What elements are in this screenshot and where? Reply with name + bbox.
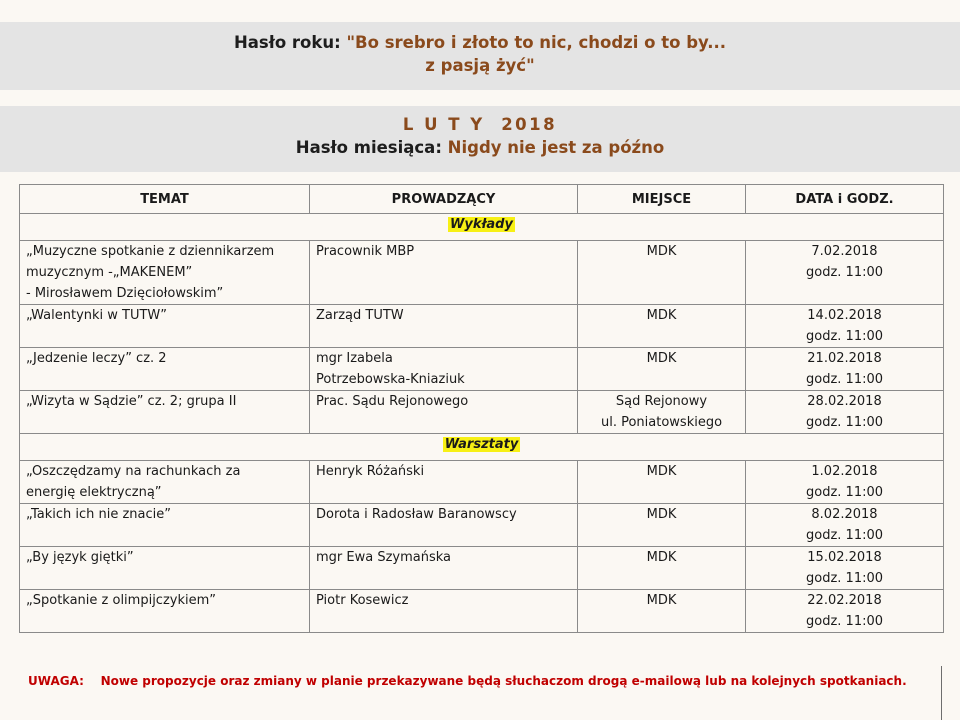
- leader-line: Zarząd TUTW: [316, 308, 404, 323]
- table-body: [20, 214, 944, 633]
- leader-line: Dorota i Radosław Baranowscy: [316, 507, 517, 522]
- section-title-cell: [20, 214, 944, 241]
- month-banner: [0, 106, 960, 172]
- topic-cell: [20, 241, 310, 305]
- time-value: 11:00: [845, 372, 884, 387]
- time-line: [752, 262, 937, 283]
- time-label: godz.: [805, 528, 842, 543]
- date-value: 22.02.2018: [807, 593, 882, 608]
- place-line: MDK: [646, 550, 677, 565]
- topic-cell: [20, 590, 310, 633]
- topic-cell: [20, 305, 310, 348]
- table-row: [20, 391, 944, 434]
- place-cell: [578, 547, 746, 590]
- leader-line: Henryk Różański: [316, 464, 425, 479]
- time-line: [752, 482, 937, 503]
- topic-line: „Takich ich nie znacie”: [26, 507, 171, 522]
- time-label: godz.: [805, 265, 842, 280]
- place-cell: [578, 348, 746, 391]
- topic-line: „Wizyta w Sądzie” cz. 2; grupa II: [26, 394, 237, 409]
- place-cell: [578, 241, 746, 305]
- date-value: 1.02.2018: [811, 464, 878, 479]
- leader-cell: [310, 590, 578, 633]
- time-label: godz.: [805, 372, 842, 387]
- place-line: MDK: [646, 464, 677, 479]
- header-topic: TEMAT: [20, 185, 310, 214]
- place-cell: [578, 305, 746, 348]
- notice: [28, 674, 907, 688]
- leader-cell: [310, 348, 578, 391]
- year-motto-line1: "Bo srebro i złoto to nic, chodzi o to by...: [346, 33, 727, 52]
- notice-label: UWAGA:: [28, 674, 84, 688]
- time-value: 11:00: [845, 415, 884, 430]
- table-row: [20, 461, 944, 504]
- table-row: [20, 305, 944, 348]
- place-line: MDK: [646, 308, 677, 323]
- topic-cell: [20, 348, 310, 391]
- leader-line: mgr Izabela: [316, 351, 393, 366]
- date-cell: [746, 241, 944, 305]
- place-cell: [578, 504, 746, 547]
- topic-cell: [20, 391, 310, 434]
- leader-cell: [310, 461, 578, 504]
- place-line: MDK: [646, 507, 677, 522]
- leader-cell: [310, 305, 578, 348]
- time-value: 11:00: [845, 528, 884, 543]
- section-title: Warsztaty: [444, 437, 519, 452]
- place-cell: [578, 590, 746, 633]
- place-line: Sąd Rejonowy: [615, 394, 708, 409]
- time-label: godz.: [805, 329, 842, 344]
- topic-line: - Mirosławem Dzięciołowskim”: [26, 286, 224, 301]
- date-cell: [746, 391, 944, 434]
- place-line: MDK: [646, 593, 677, 608]
- time-line: [752, 326, 937, 347]
- month-motto-label: Hasło miesiąca:: [295, 138, 442, 157]
- time-label: godz.: [805, 415, 842, 430]
- month-title: L U T Y 2018: [402, 115, 558, 134]
- table-row: [20, 241, 944, 305]
- leader-cell: [310, 504, 578, 547]
- topic-line: muzycznym -„MAKENEM”: [26, 265, 193, 280]
- time-value: 11:00: [845, 265, 884, 280]
- section-row: [20, 214, 944, 241]
- section-row: [20, 434, 944, 461]
- table-row: [20, 504, 944, 547]
- time-line: [752, 611, 937, 632]
- place-line: ul. Poniatowskiego: [600, 415, 723, 430]
- date-value: 8.02.2018: [811, 507, 878, 522]
- time-value: 11:00: [845, 614, 884, 629]
- date-cell: [746, 547, 944, 590]
- place-line: MDK: [646, 244, 677, 259]
- topic-line: „Oszczędzamy na rachunkach za: [26, 464, 241, 479]
- topic-line: „By język giętki”: [26, 550, 134, 565]
- leader-cell: [310, 547, 578, 590]
- leader-line: Potrzebowska-Kniaziuk: [316, 372, 465, 387]
- section-title: Wykłady: [450, 217, 513, 232]
- topic-cell: [20, 461, 310, 504]
- date-cell: [746, 590, 944, 633]
- corner-divider: [941, 666, 942, 720]
- schedule-table: [19, 184, 944, 633]
- time-line: [752, 369, 937, 390]
- year-motto-label: Hasło roku:: [233, 33, 341, 52]
- time-value: 11:00: [845, 329, 884, 344]
- leader-line: Piotr Kosewicz: [316, 593, 409, 608]
- topic-cell: [20, 504, 310, 547]
- date-cell: [746, 504, 944, 547]
- date-value: 14.02.2018: [807, 308, 882, 323]
- topic-line: „Jedzenie leczy” cz. 2: [26, 351, 167, 366]
- topic-line: „Walentynki w TUTW”: [26, 308, 168, 323]
- section-title-cell: [20, 434, 944, 461]
- date-cell: [746, 305, 944, 348]
- place-cell: [578, 391, 746, 434]
- time-label: godz.: [805, 571, 842, 586]
- header-place: MIEJSCE: [578, 185, 746, 214]
- month-motto-text: Nigdy nie jest za późno: [447, 138, 665, 157]
- time-line: [752, 568, 937, 589]
- time-label: godz.: [805, 614, 842, 629]
- time-line: [752, 412, 937, 433]
- topic-cell: [20, 547, 310, 590]
- time-value: 11:00: [845, 485, 884, 500]
- table-row: [20, 590, 944, 633]
- table-row: [20, 547, 944, 590]
- year-motto-banner: [0, 22, 960, 90]
- date-value: 7.02.2018: [811, 244, 878, 259]
- place-line: MDK: [646, 351, 677, 366]
- time-label: godz.: [805, 485, 842, 500]
- place-cell: [578, 461, 746, 504]
- header-date: DATA i GODZ.: [746, 185, 944, 214]
- leader-line: Prac. Sądu Rejonowego: [316, 394, 469, 409]
- time-value: 11:00: [845, 571, 884, 586]
- notice-text: Nowe propozycje oraz zmiany w planie przekazywane będą słuchaczom drogą e-mailową lub na kolejnych spotkaniach.: [100, 674, 907, 688]
- leader-line: Pracownik MBP: [316, 244, 415, 259]
- date-cell: [746, 461, 944, 504]
- table-row: [20, 348, 944, 391]
- date-value: 15.02.2018: [807, 550, 882, 565]
- header-leader: PROWADZĄCY: [310, 185, 578, 214]
- date-value: 28.02.2018: [807, 394, 882, 409]
- date-cell: [746, 348, 944, 391]
- year-motto-line2: z pasją żyć": [425, 56, 535, 75]
- leader-line: mgr Ewa Szymańska: [316, 550, 452, 565]
- topic-line: „Spotkanie z olimpijczykiem”: [26, 593, 217, 608]
- topic-line: energię elektryczną”: [26, 485, 162, 500]
- leader-cell: [310, 391, 578, 434]
- topic-line: „Muzyczne spotkanie z dziennikarzem: [26, 244, 275, 259]
- date-value: 21.02.2018: [807, 351, 882, 366]
- table-header-row: [20, 185, 944, 214]
- leader-cell: [310, 241, 578, 305]
- time-line: [752, 525, 937, 546]
